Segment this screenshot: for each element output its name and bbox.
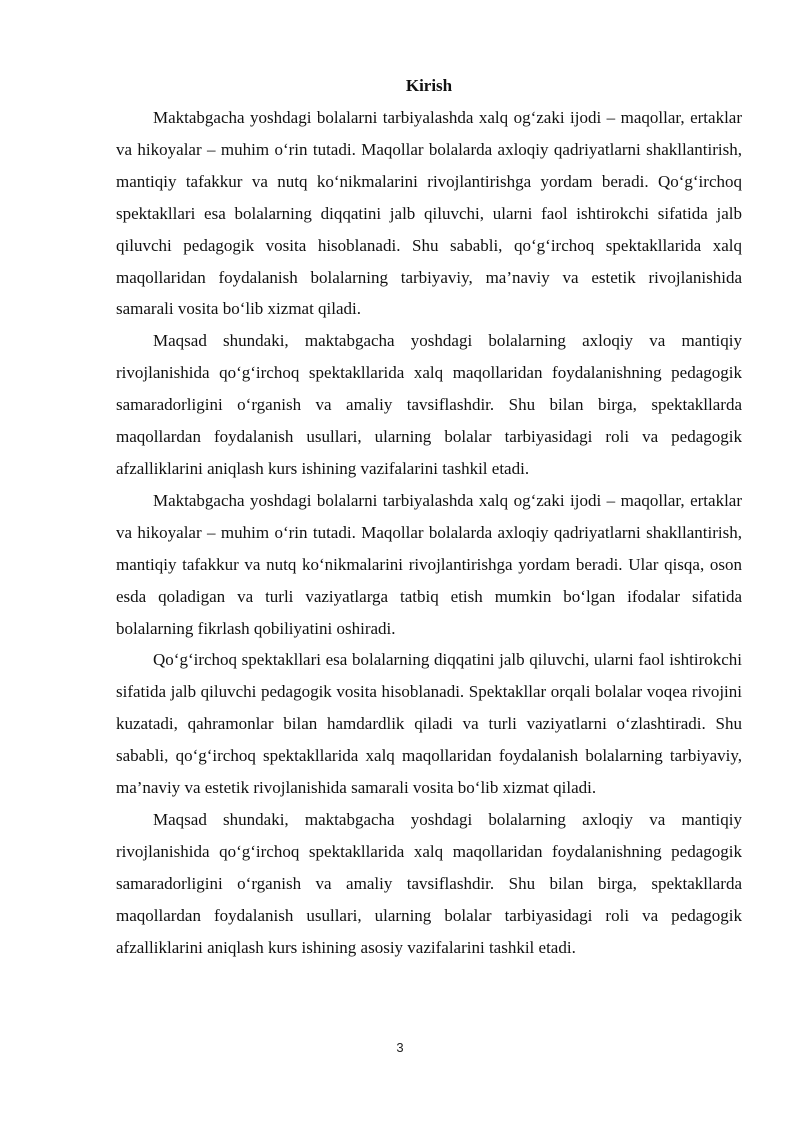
paragraph-3: Maktabgacha yoshdagi bolalarni tarbiyalashda xalq og‘zaki ijodi – maqollar, ertaklar va hikoyalar – muhim o‘rin tutadi. Maqollar bolalarda axloqiy qadriyatlarni shakllantirish, mantiqiy tafakkur va nutq ko‘nikmalarini rivojlantirishga yordam beradi. Ular qisqa, oson esda qoladigan va turli vaziyatlarga tatbiq etish mumkin bo‘lgan ifodalar sifatida bolalarning fikrlash qobiliyatini oshiradi. xyxy=(116,490,742,638)
document-page xyxy=(116,70,742,963)
paragraph-5: Maqsad shundaki, maktabgacha yoshdagi bolalarning axloqiy va mantiqiy rivojlanishida qo‘g‘irchoq spektakllarida xalq maqollaridan foydalanishning pedagogik samaradorligini o‘rganish va amaliy tavsiflashdir. Shu bilan birga, spektakllarda maqollardan foydalanish usullari, ularning bolalar tarbiyasidagi roli va pedagogik afzalliklarini aniqlash kurs ishining asosiy vazifalarini tashkil etadi. xyxy=(116,809,742,957)
section-title: Kirish xyxy=(405,76,453,95)
paragraph-1: Maktabgacha yoshdagi bolalarni tarbiyalashda xalq og‘zaki ijodi – maqollar, ertaklar va hikoyalar – muhim o‘rin tutadi. Maqollar bolalarda axloqiy qadriyatlarni shakllantirish, mantiqiy tafakkur va nutq ko‘nikmalarini rivojlantirishga yordam beradi. Qo‘g‘irchoq spektakllari esa bolalarning diqqatini jalb qiluvchi, ularni faol ishtirokchi sifatida jalb qiluvchi pedagogik vosita hisoblanadi. Shu sababli, qo‘g‘irchoq spektakllarida xalq maqollaridan foydalanish bolalarning tarbiyaviy, ma’naviy va estetik rivojlanishida samarali vosita bo‘lib xizmat qiladi. xyxy=(116,108,742,319)
page-number: 3 xyxy=(396,1040,404,1055)
paragraph-4: Qo‘g‘irchoq spektakllari esa bolalarning diqqatini jalb qiluvchi, ularni faol ishtirokchi sifatida jalb qiluvchi pedagogik vosita hisoblanadi. Spektakllar orqali bolalar voqea rivojini kuzatadi, qahramonlar bilan hamdardlik qiladi va turli vaziyatlarni o‘zlashtiradi. Shu sababli, qo‘g‘irchoq spektakllarida xalq maqollaridan foydalanish bolalarning tarbiyaviy, ma’naviy va estetik rivojlanishida samarali vosita bo‘lib xizmat qiladi. xyxy=(116,650,742,798)
paragraph-2: Maqsad shundaki, maktabgacha yoshdagi bolalarning axloqiy va mantiqiy rivojlanishida qo‘g‘irchoq spektakllarida xalq maqollaridan foydalanishning pedagogik samaradorligini o‘rganish va amaliy tavsiflashdir. Shu bilan birga, spektakllarda maqollardan foydalanish usullari, ularning bolalar tarbiyasidagi roli va pedagogik afzalliklarini aniqlash kurs ishining vazifalarini tashkil etadi. xyxy=(116,331,742,478)
